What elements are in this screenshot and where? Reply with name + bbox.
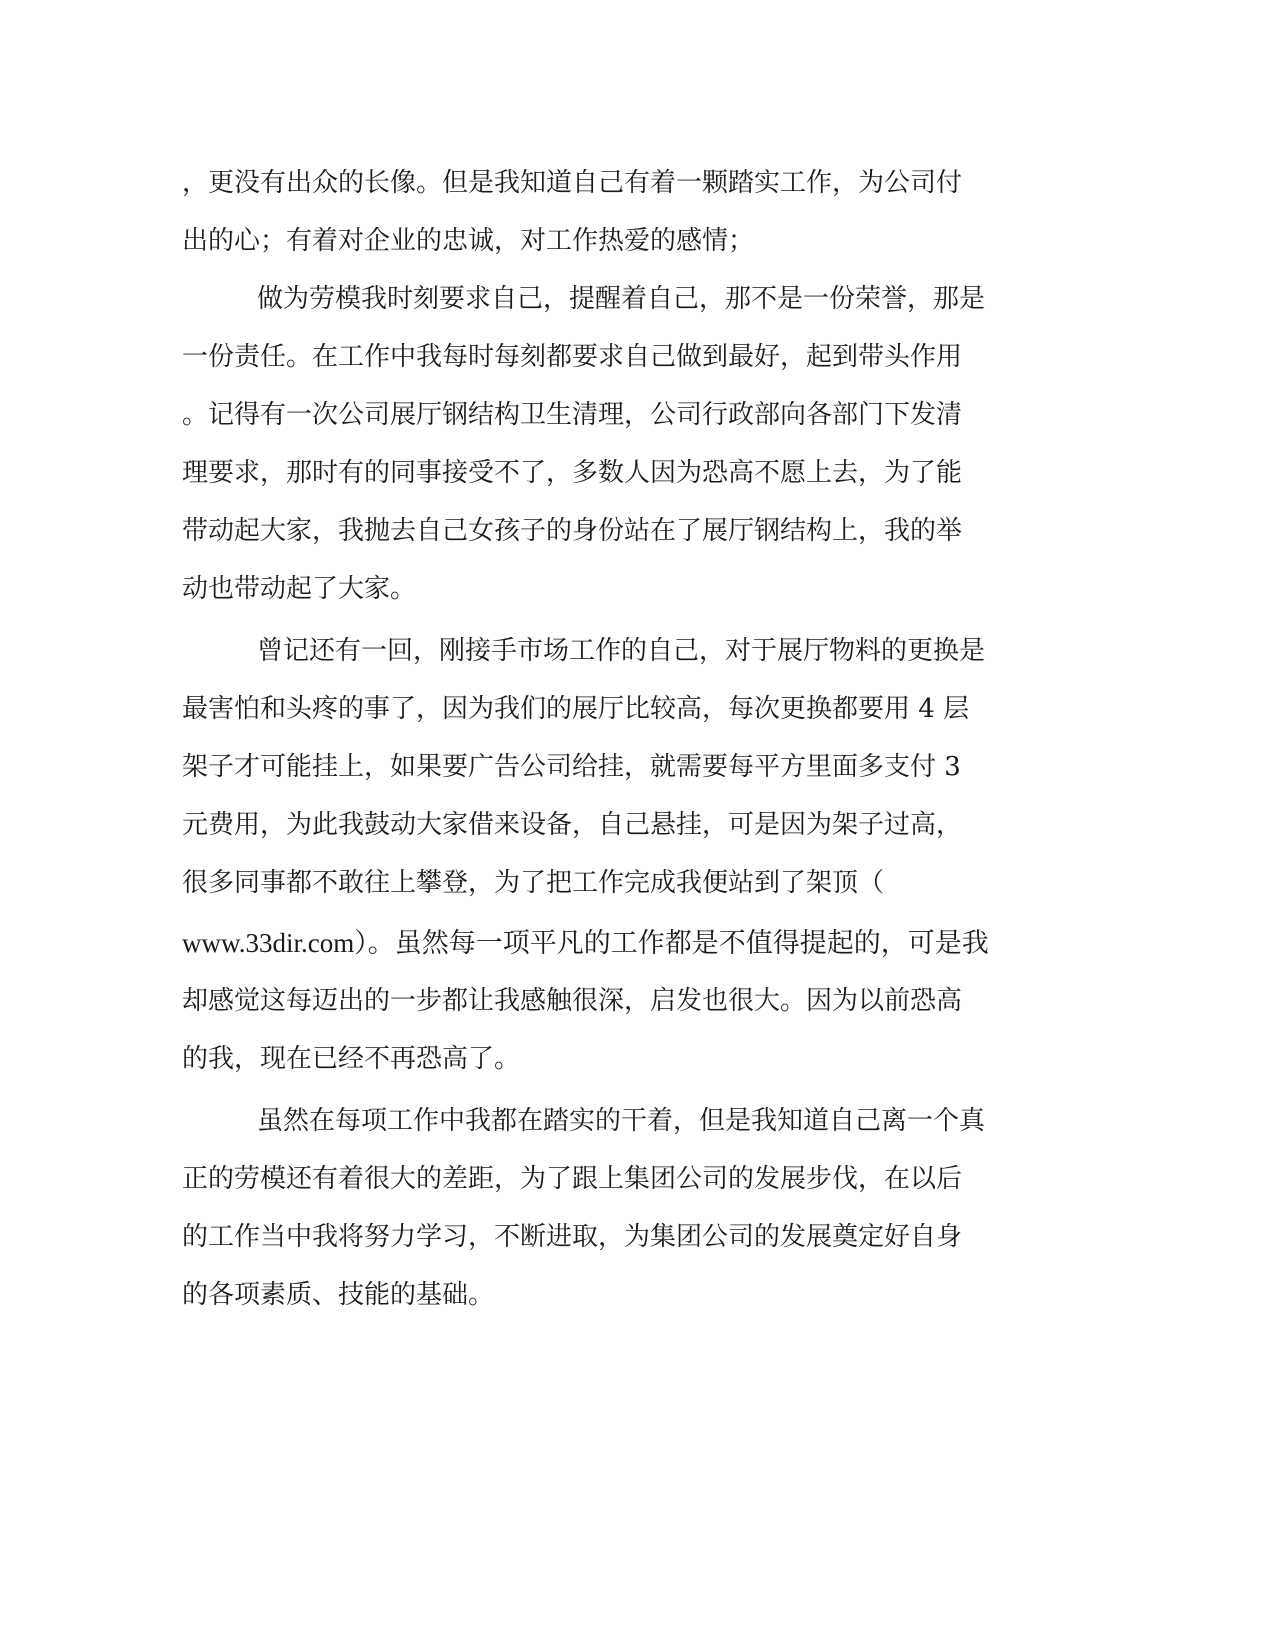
paragraph-line-7: 带动起大家，我抛去自己女孩子的身份站在了展厅钢结构上，我的举: [182, 516, 963, 546]
paragraph-line-10: 最害怕和头疼的事了，因为我们的展厅比较高，每次更换都要用 4 层: [182, 694, 970, 724]
paragraph-line-8: 动也带动起了大家。: [182, 574, 417, 604]
paragraph-line-19: 的工作当中我将努力学习，不断进取，为集团公司的发展奠定好自身: [182, 1222, 963, 1252]
paragraph-line-17: 虽然在每项工作中我都在踏实的干着，但是我知道自己离一个真: [257, 1106, 986, 1136]
paragraph-line-2: 出的心；有着对企业的忠诚，对工作热爱的感情；: [182, 226, 755, 256]
paragraph-line-3: 做为劳模我时刻要求自己，提醒着自己，那不是一份荣誉，那是: [257, 284, 986, 314]
paragraph-line-14: www.33dir.com）。虽然每一项平凡的工作都是不值得提起的，可是我: [182, 928, 989, 958]
paragraph-line-16: 的我，现在已经不再恐高了。: [182, 1044, 521, 1074]
paragraph-line-4: 一份责任。在工作中我每时每刻都要求自己做到最好，起到带头作用: [182, 342, 963, 372]
paragraph-line-9: 曾记还有一回，刚接手市场工作的自己，对于展厅物料的更换是: [257, 636, 986, 666]
paragraph-line-5: 。记得有一次公司展厅钢结构卫生清理，公司行政部向各部门下发清: [182, 400, 963, 430]
paragraph-line-18: 正的劳模还有着很大的差距，为了跟上集团公司的发展步伐，在以后: [182, 1164, 963, 1194]
paragraph-line-15: 却感觉这每迈出的一步都让我感触很深，启发也很大。因为以前恐高: [182, 986, 963, 1016]
paragraph-line-6: 理要求，那时有的同事接受不了，多数人因为恐高不愿上去，为了能: [182, 458, 963, 488]
paragraph-line-13: 很多同事都不敢往上攀登，为了把工作完成我便站到了架顶（: [182, 868, 885, 898]
paragraph-line-12: 元费用，为此我鼓动大家借来设备，自己悬挂，可是因为架子过高，: [182, 810, 963, 840]
paragraph-line-20: 的各项素质、技能的基础。: [182, 1280, 495, 1310]
paragraph-line-1: ，更没有出众的长像。但是我知道自己有着一颗踏实工作，为公司付: [182, 168, 963, 198]
paragraph-line-11: 架子才可能挂上，如果要广告公司给挂，就需要每平方里面多支付 3: [182, 752, 961, 782]
